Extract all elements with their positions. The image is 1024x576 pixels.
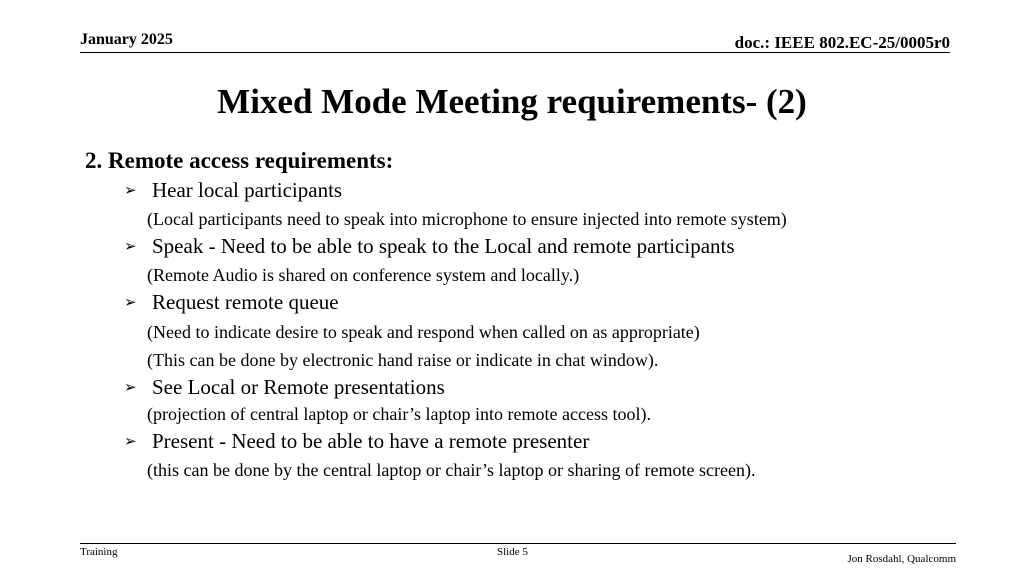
- slide-number: Slide 5: [497, 546, 528, 558]
- bullet-text: Present - Need to be able to have a remote presenter: [152, 429, 590, 453]
- bullet-item: [124, 290, 339, 315]
- footer-label: Training: [80, 546, 118, 558]
- arrow-bullet-icon: ➢: [124, 378, 137, 396]
- bullet-text: See Local or Remote presentations: [152, 375, 445, 399]
- bullet-text: Speak - Need to be able to speak to the Local and remote participants: [152, 234, 735, 258]
- header-divider: [80, 52, 950, 53]
- slide-title: Mixed Mode Meeting requirements- (2): [217, 82, 807, 121]
- bullet-item: [124, 178, 342, 203]
- header-date: January 2025: [80, 31, 173, 48]
- footer-author: Jon Rosdahl, Qualcomm: [847, 553, 956, 565]
- bullet-text: Hear local participants: [152, 178, 343, 202]
- bullet-note: (Need to indicate desire to speak and respond when called on as appropriate): [147, 322, 700, 342]
- bullet-item: [124, 375, 445, 400]
- arrow-bullet-icon: ➢: [124, 432, 137, 450]
- section-heading: 2. Remote access requirements:: [85, 148, 394, 173]
- arrow-bullet-icon: ➢: [124, 293, 137, 311]
- bullet-note: (Remote Audio is shared on conference system and locally.): [147, 265, 580, 285]
- bullet-note: (This can be done by electronic hand raise or indicate in chat window).: [147, 350, 659, 370]
- bullet-item: [124, 429, 589, 454]
- bullet-item: [124, 234, 735, 259]
- bullet-note: (projection of central laptop or chair’s laptop into remote access tool).: [147, 404, 651, 424]
- bullet-note: (this can be done by the central laptop or chair’s laptop or sharing of remote screen).: [147, 460, 756, 480]
- footer-divider: [80, 543, 956, 544]
- arrow-bullet-icon: ➢: [124, 237, 137, 255]
- arrow-bullet-icon: ➢: [124, 181, 137, 199]
- bullet-note: (Local participants need to speak into microphone to ensure injected into remote system): [147, 209, 787, 229]
- header-doc-id: doc.: IEEE 802.EC-25/0005r0: [734, 33, 950, 52]
- bullet-text: Request remote queue: [152, 290, 339, 314]
